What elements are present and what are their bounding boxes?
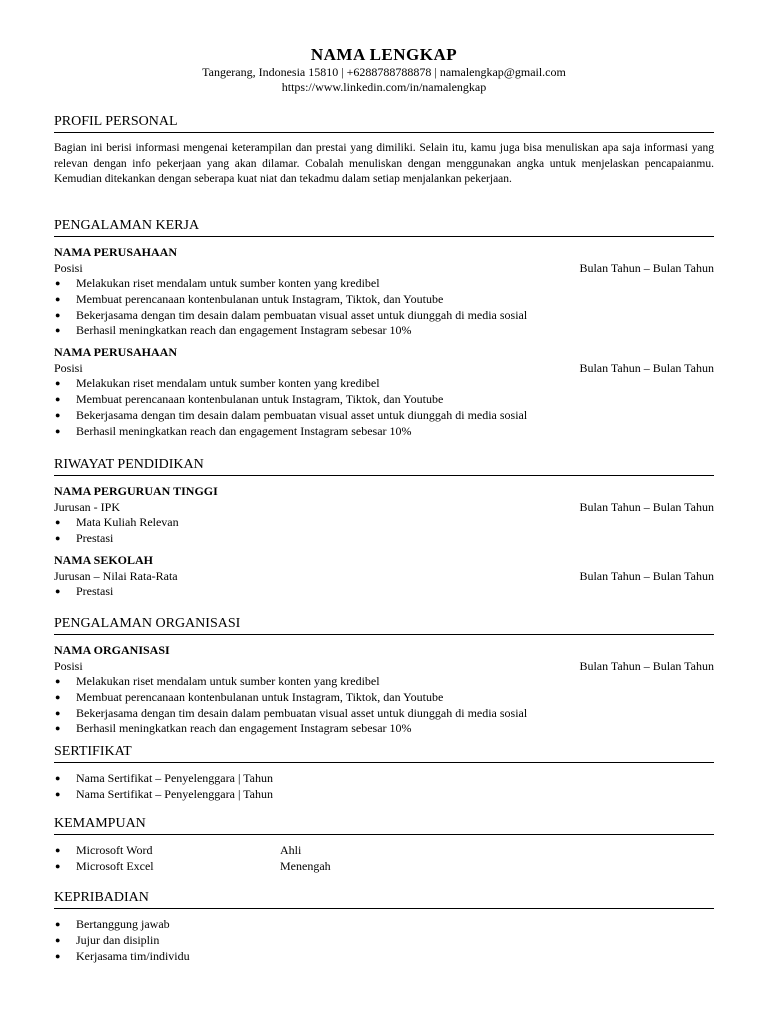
list-item: ● Berhasil meningkatkan reach dan engagement Instagram sebesar 10% xyxy=(54,721,714,737)
contact-line: Tangerang, Indonesia 15810 | +6288788788878 | namalengkap@gmail.com xyxy=(202,65,566,79)
period: Bulan Tahun – Bulan Tahun xyxy=(579,659,714,673)
list-item: ● Nama Sertifikat – Penyelenggara | Tahun xyxy=(54,771,714,787)
company-name: NAMA PERUSAHAAN xyxy=(54,345,177,360)
position-row xyxy=(54,260,714,276)
list-item: ● Berhasil meningkatkan reach dan engagement Instagram sebesar 10% xyxy=(54,424,714,440)
skills-section xyxy=(54,815,714,875)
section-title: KEMAMPUAN xyxy=(54,815,714,835)
company-name: NAMA PERUSAHAAN xyxy=(54,245,177,259)
skill-name: ● Microsoft Word xyxy=(76,843,153,857)
section-title: PENGALAMAN ORGANISASI xyxy=(54,615,714,635)
list-item: ● Kerjasama tim/individu xyxy=(54,949,714,965)
list-item: ● Melakukan riset mendalam untuk sumber konten yang kredibel xyxy=(54,674,714,690)
list-item: ● Berhasil meningkatkan reach dan engagement Instagram sebesar 10% xyxy=(54,323,714,339)
position: Posisi xyxy=(54,261,83,275)
bullet-list xyxy=(54,276,714,339)
skill-level: Ahli xyxy=(280,843,302,857)
list-item: ● Bekerjasama dengan tim desain dalam pembuatan visual asset untuk diunggah di media sosial xyxy=(54,706,714,722)
bullet-list xyxy=(54,674,714,737)
list-item: ● Prestasi xyxy=(54,584,714,600)
list-item: ● Membuat perencanaan kontenbulanan untuk Instagram, Tiktok, dan Youtube xyxy=(54,690,714,706)
bullet-list xyxy=(54,917,714,964)
resume-header xyxy=(0,45,768,95)
section-title: KEPRIBADIAN xyxy=(54,889,714,909)
school-name: NAMA PERGURUAN TINGGI xyxy=(54,484,218,498)
education-entry xyxy=(54,553,714,600)
organization-entry xyxy=(54,643,714,737)
list-item: ● Bertanggung jawab xyxy=(54,917,714,933)
bullet-list xyxy=(54,584,714,600)
education-entry xyxy=(54,484,714,547)
full-name: NAMA LENGKAP xyxy=(310,45,458,64)
personality-section xyxy=(54,889,714,964)
major: Jurusan – Nilai Rata-Rata xyxy=(54,568,178,583)
bullet-list xyxy=(54,376,714,439)
profile-section xyxy=(54,113,714,188)
certificates-section xyxy=(54,743,714,803)
detail-row xyxy=(54,499,714,515)
list-item: ● Jujur dan disiplin xyxy=(54,933,714,949)
list-item: ● Nama Sertifikat – Penyelenggara | Tahun xyxy=(54,787,714,803)
detail-row xyxy=(54,568,714,584)
position-row xyxy=(54,658,714,674)
period: Bulan Tahun – Bulan Tahun xyxy=(579,361,714,376)
position: Posisi xyxy=(54,361,83,376)
work-section xyxy=(54,217,714,439)
bullet-list xyxy=(54,515,714,547)
list-item: ● Membuat perencanaan kontenbulanan untuk Instagram, Tiktok, dan Youtube xyxy=(54,392,714,408)
skill-name: ● Microsoft Excel xyxy=(76,858,154,873)
period: Bulan Tahun – Bulan Tahun xyxy=(579,261,714,275)
list-item: ● Bekerjasama dengan tim desain dalam pembuatan visual asset untuk diunggah di media sosial xyxy=(54,408,714,424)
list-item: ● Mata Kuliah Relevan xyxy=(54,515,714,531)
skill-item xyxy=(54,843,714,859)
organization-section xyxy=(54,615,714,737)
list-item: ● Bekerjasama dengan tim desain dalam pembuatan visual asset untuk diunggah di media sosial xyxy=(54,308,714,324)
skill-level: Menengah xyxy=(280,858,331,873)
section-title: PROFIL PERSONAL xyxy=(54,113,714,133)
skill-list xyxy=(54,843,714,875)
bullet-list xyxy=(54,771,714,803)
position-row xyxy=(54,360,714,376)
school-name: NAMA SEKOLAH xyxy=(54,552,154,567)
section-title: SERTIFIKAT xyxy=(54,743,714,763)
position: Posisi xyxy=(54,659,83,673)
list-item: ● Membuat perencanaan kontenbulanan untuk Instagram, Tiktok, dan Youtube xyxy=(54,292,714,308)
work-entry xyxy=(54,345,714,439)
list-item: ● Prestasi xyxy=(54,531,714,547)
organization-name: NAMA ORGANISASI xyxy=(54,643,170,657)
period: Bulan Tahun – Bulan Tahun xyxy=(579,500,714,514)
linkedin-url: https://www.linkedin.com/in/namalengkap xyxy=(281,80,487,94)
skill-item xyxy=(54,859,714,875)
education-section xyxy=(54,456,714,599)
list-item: ● Melakukan riset mendalam untuk sumber konten yang kredibel xyxy=(54,276,714,292)
list-item: ● Melakukan riset mendalam untuk sumber konten yang kredibel xyxy=(54,376,714,392)
work-entry xyxy=(54,245,714,339)
section-title: PENGALAMAN KERJA xyxy=(54,217,714,237)
profile-text: Bagian ini berisi informasi mengenai keterampilan dan prestai yang dimiliki. Selain itu, kamu juga bisa menuliskan apa saja informasi yang relevan dengan info pekerjaan yang akan dilamar. Cobalah menuliskan dengan menggunakan angka untuk menjelaskan pencapaianmu. Kemudian ditekankan dengan seberapa kuat niat dan tekadmu dalam setiap menjalankan pekerjaan. xyxy=(54,142,714,185)
major: Jurusan - IPK xyxy=(54,500,120,514)
period: Bulan Tahun – Bulan Tahun xyxy=(579,568,714,583)
section-title: RIWAYAT PENDIDIKAN xyxy=(54,456,714,476)
